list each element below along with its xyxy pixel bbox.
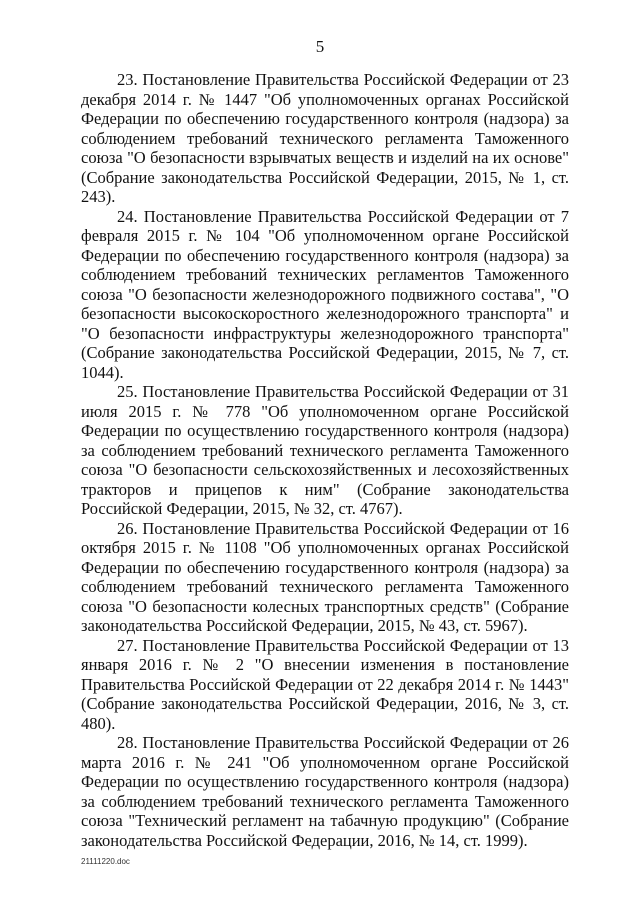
list-item-26: 26. Постановление Правительства Российской Федерации от 16 октября 2015 г. № 1108 "Об уполномоченных органах Российской Федерации по обеспечению государственного контроля (надзора) за соблюдением требований технического регламента Таможенного союза "О безопасности колесных транспортных средств" (Собрание законодательства Российской Федерации, 2015, № 43, ст. 5967). (81, 518, 569, 635)
list-item-25: 25. Постановление Правительства Российской Федерации от 31 июля 2015 г. № 778 "Об уполномоченном органе Российской Федерации по осуществлению государственного контроля (надзора) за соблюдением требований технического регламента Таможенного союза "О безопасности сельскохозяйственных и лесохозяйственных тракторов и прицепов к ним" (Собрание законодательства Российской Федерации, 2015, № 32, ст. 4767). (81, 382, 569, 518)
list-item-28: 28. Постановление Правительства Российской Федерации от 26 марта 2016 г. № 241 "Об уполномоченном органе Российской Федерации по осуществлению государственного контроля (надзора) за соблюдением требований технического регламента Таможенного союза "Технический регламент на табачную продукцию" (Собрание законодательства Российской Федерации, 2016, № 14, ст. 1999). (81, 733, 569, 850)
document-body (81, 70, 569, 850)
list-item-23: 23. Постановление Правительства Российской Федерации от 23 декабря 2014 г. № 1447 "Об уполномоченных органах Российской Федерации по обеспечению государственного контроля (надзора) за соблюдением требований технического регламента Таможенного союза "О безопасности взрывчатых веществ и изделий на их основе" (Собрание законодательства Российской Федерации, 2015, № 1, ст. 243). (81, 70, 569, 206)
list-item-27: 27. Постановление Правительства Российской Федерации от 13 января 2016 г. № 2 "О внесении изменения в постановление Правительства Российской Федерации от 22 декабря 2014 г. № 1443" (Собрание законодательства Российской Федерации, 2016, № 3, ст. 480). (81, 635, 569, 733)
footer-filename: 21111220.doc (81, 857, 130, 866)
list-item-24: 24. Постановление Правительства Российской Федерации от 7 февраля 2015 г. № 104 "Об уполномоченном органе Российской Федерации по обеспечению государственного контроля (надзора) за соблюдением требований технических регламентов Таможенного союза "О безопасности железнодорожного подвижного состава", "О безопасности высокоскоростного железнодорожного транспорта" и "О безопасности инфраструктуры железнодорожного транспорта" (Собрание законодательства Российской Федерации, 2015, № 7, ст. 1044). (81, 206, 569, 382)
page-number: 5 (315, 37, 325, 56)
